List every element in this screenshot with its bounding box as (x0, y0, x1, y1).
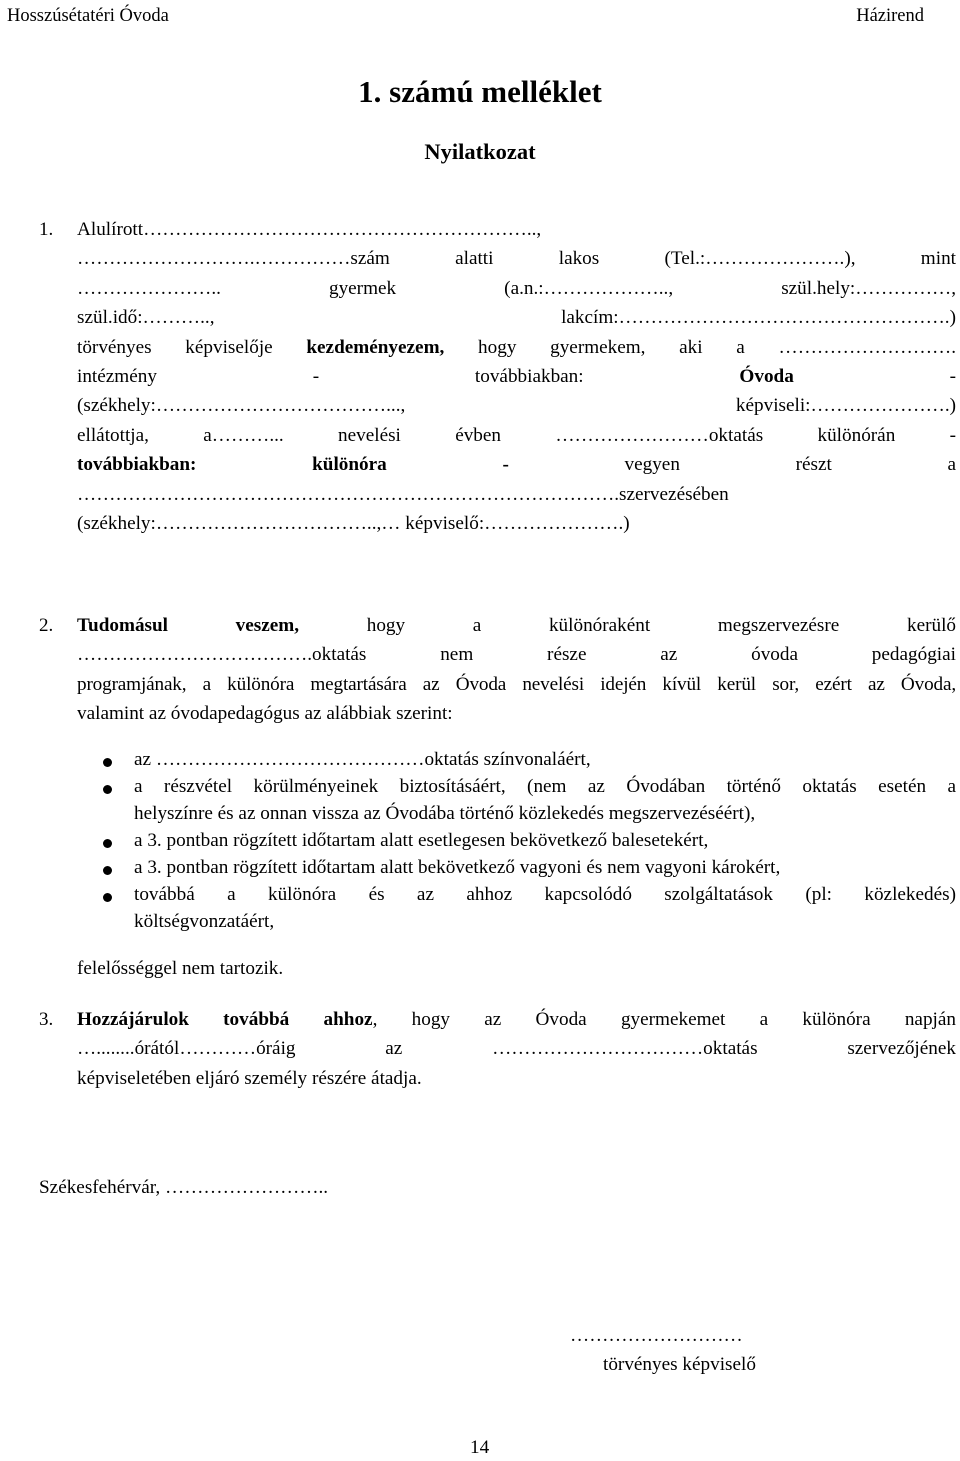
list-item-text: helyszínre és az onnan vissza az Óvodába történő közlekedés megszervezéséért), (134, 803, 756, 824)
section-3-line: Hozzájárulok továbbá ahhoz, hogy az Óvoda gyermekemet a különóra napján (77, 1009, 956, 1030)
section-1-line: intézmény - továbbiakban: Óvoda - (77, 365, 957, 387)
list-item-text: a részvétel körülményeinek biztosításáért, (nem az Óvodában történő oktatás esetén a (134, 776, 956, 797)
section-1-line: ellátottja, a………... nevelési évben ……………………oktatás különórán - (77, 424, 956, 446)
section-3-number: 3. (39, 1009, 54, 1030)
list-item (104, 881, 956, 935)
section-2-line: ……………………………….oktatás nem része az óvoda pedagógiai (77, 644, 956, 666)
section-1-line: (székhely:……………………………..,… képviselő:………………….) (77, 512, 630, 534)
section-1-line: továbbiakban: különóra - vegyen részt a (77, 454, 956, 476)
section-1-line: (székhely:………………………………..., képviseli:………………….) (77, 395, 956, 417)
document-subtitle: Nyilatkozat (424, 139, 536, 164)
page-number: 14 (470, 1437, 490, 1458)
section-2-number: 2. (39, 615, 54, 636)
bullet-icon (103, 785, 112, 794)
responsibility-closing: felelősséggel nem tartozik. (77, 958, 284, 979)
list-item-text: a 3. pontban rögzített időtartam alatt esetlegesen bekövetkező balesetekért, (134, 830, 709, 851)
section-2-text (77, 611, 956, 729)
bullet-icon (103, 758, 112, 767)
bullet-icon (103, 893, 112, 902)
section-1-line: törvényes képviselője kezdeményezem, hogy gyermekem, aki a ………………………. (77, 336, 956, 358)
list-item-text: az ……………………………………oktatás színvonaláért, (134, 749, 591, 770)
bullet-icon (103, 866, 112, 875)
list-item (104, 773, 956, 827)
place-and-date: Székesfehérvár, …………………….. (39, 1177, 329, 1198)
bold-phrase: kezdeményezem, (306, 336, 445, 358)
section-2-line: Tudomásul veszem, hogy a különóraként megszervezésre kerülő (77, 615, 956, 636)
section-1-text (77, 215, 956, 538)
section-3-line: …........órától…………óráig az ……………………………oktatás szervezőjének (77, 1038, 956, 1060)
section-1-line: ………………….. gyermek (a.n.:……………….., szül.hely:……………, (77, 277, 956, 299)
list-item-text: továbbá a különóra és az ahhoz kapcsolódó szolgáltatások (pl: közlekedés) (134, 884, 956, 905)
section-1-line: szül.idő:……….., lakcím:…………………………………………….) (77, 307, 956, 329)
section-3-line: képviseletében eljáró személy részére átadja. (77, 1067, 422, 1089)
list-item (104, 746, 956, 773)
signature-label: törvényes képviselő (603, 1354, 756, 1375)
header-section: Házirend (856, 6, 924, 26)
list-item-text: költségvonzatáért, (134, 911, 275, 932)
header-institution: Hosszúsétatéri Óvoda (7, 6, 169, 26)
responsibility-list (104, 746, 956, 935)
bold-lead: Hozzájárulok továbbá ahhoz (77, 1009, 373, 1030)
section-3-text (77, 1005, 956, 1093)
list-item (104, 827, 956, 854)
signature-line: ……………………… (570, 1325, 743, 1346)
bold-word: Óvoda (739, 365, 794, 387)
bold-lead: Tudomásul veszem, (77, 615, 300, 636)
section-1-number: 1. (39, 219, 54, 240)
list-item-text: a 3. pontban rögzített időtartam alatt bekövetkező vagyoni és nem vagyoni károkért, (134, 857, 781, 878)
list-item (104, 854, 956, 881)
section-1-line: ……………………….……………szám alatti lakos (Tel.:………………….), mint (77, 248, 956, 270)
section-2-line: programjának, a különóra megtartására az Óvoda nevelési idején kívül kerül sor, ezért az Óvoda, (77, 673, 956, 695)
section-2-line: valamint az óvodapedagógus az alábbiak szerint: (77, 703, 453, 725)
section-1-line: Alulírott…………………………………………………….., (77, 219, 542, 240)
section-1-line: ………………………………………………………………………….szervezésében (77, 483, 729, 505)
page-title: 1. számú melléklet (358, 74, 602, 109)
bullet-icon (103, 839, 112, 848)
